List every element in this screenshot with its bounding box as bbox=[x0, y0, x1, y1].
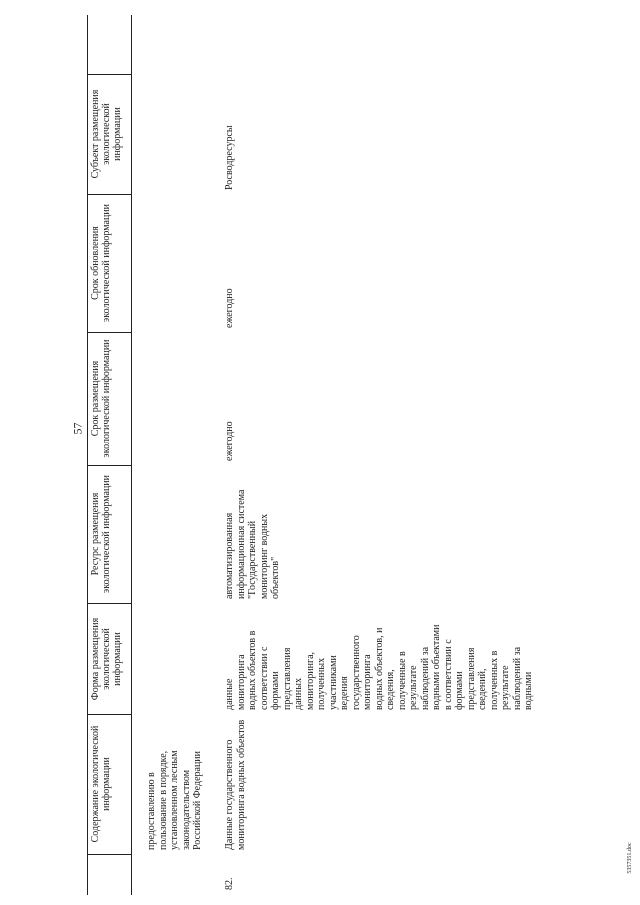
header-content: Содержание экологической информации bbox=[90, 725, 112, 843]
header-update: Срок обновления экологической информации bbox=[90, 203, 112, 323]
column-separator bbox=[87, 332, 131, 333]
row-resource: автоматизированная информационная система "Государственный мониторинг водных объектов" bbox=[224, 489, 281, 599]
row-content: Данные государственного мониторинга водных объектов bbox=[224, 719, 247, 850]
header-number bbox=[90, 855, 130, 895]
row-term: ежегодно bbox=[224, 421, 235, 461]
row-subject: Росводресурсы bbox=[224, 125, 235, 190]
environmental-info-table bbox=[0, 15, 640, 895]
header-term: Срок размещения экологической информации bbox=[90, 339, 112, 458]
content-continuation: предоставлению в пользование в порядке, установленном лесным законодательством Российской Федерации bbox=[146, 750, 203, 850]
row-update: ежегодно bbox=[224, 288, 235, 328]
header-resource: Ресурс размещения экологической информации bbox=[90, 474, 112, 594]
page-number: 57 bbox=[70, 422, 85, 435]
header-subject: Субъект размещения экологической информации bbox=[90, 89, 123, 179]
row-form: данные мониторинга водных объектов в соответствии с формами представления данных мониторинга, полученных участниками ведения государственного мониторинга водных объектов, и сведения, полученные в результате наблюдений за водными объектами в соответствии с формами представления сведений, полученных в результате наблюдений за водными bbox=[224, 624, 534, 710]
column-separator bbox=[87, 194, 131, 195]
row-number: 82. bbox=[224, 877, 235, 890]
header-bottom-rule bbox=[131, 15, 132, 895]
header-form: Форма размещения экологической информации bbox=[90, 617, 123, 701]
header-top-rule bbox=[87, 15, 88, 895]
column-separator bbox=[87, 74, 131, 75]
column-separator bbox=[87, 603, 131, 604]
column-separator bbox=[87, 465, 131, 466]
footer-code: 5357351.doc bbox=[627, 842, 633, 874]
column-separator bbox=[87, 714, 131, 715]
